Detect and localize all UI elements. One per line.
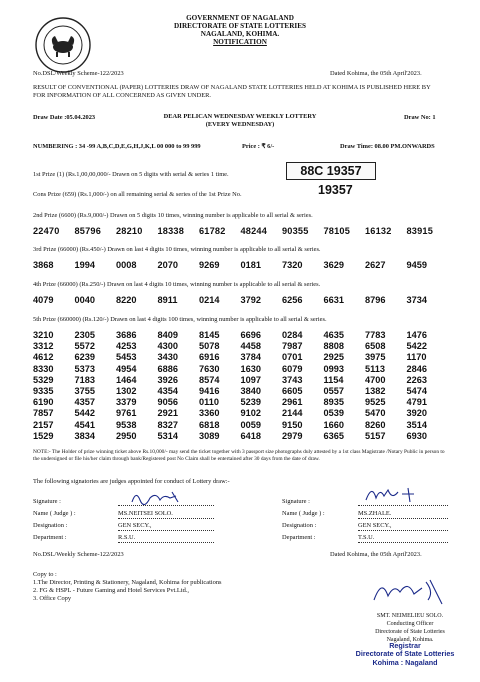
fifth-prize-number: 1154 xyxy=(323,374,344,385)
fifth-prize-number: 4954 xyxy=(116,363,137,374)
third-prize-number: 7320 xyxy=(282,260,303,270)
fifth-prize-number: 2979 xyxy=(282,430,303,441)
note-paragraph: NOTE:- The Holder of prize winning ticket above Rs.10,000/- may send the ticket together with 3 passport size photographs duly attested by a 1st class Magistrate /Notary Public in person to the undersigned or file his/her claim through bank/Registered post No Claim shall be entertained after 30 days from the date of draw. xyxy=(33,449,445,462)
fifth-prize-number: 4791 xyxy=(406,397,427,408)
right-judge-designation: GEN SECY., xyxy=(358,522,448,531)
fifth-prize-number: 3755 xyxy=(74,386,95,396)
consolation-prize-number: 19357 xyxy=(318,183,353,197)
fifth-prize-number: 1660 xyxy=(323,419,344,430)
third-prize-number: 3629 xyxy=(323,260,344,270)
fifth-prize-number: 9150 xyxy=(282,419,303,430)
fifth-prize-number: 6190 xyxy=(33,397,54,408)
fifth-prize-number: 9416 xyxy=(199,386,220,396)
stamp-department: Directorate of State Lotteries xyxy=(355,649,455,659)
fifth-prize-number: 3975 xyxy=(365,352,386,363)
fifth-prize-number: 8409 xyxy=(157,330,178,340)
fifth-prize-number: 4253 xyxy=(116,341,137,352)
left-judge-designation: GEN SECY., xyxy=(118,522,214,531)
officer-signature xyxy=(368,574,448,608)
fifth-prize-number: 1464 xyxy=(116,374,137,385)
fourth-prize-number: 0040 xyxy=(74,295,95,305)
fourth-prize-number: 8220 xyxy=(116,295,137,305)
third-prize-number: 1994 xyxy=(74,260,95,270)
fifth-prize-number: 5442 xyxy=(74,408,95,419)
footer-reference-number: No.DSL/Weekly Scheme-122/2023 xyxy=(33,551,124,558)
fifth-prize-number: 0557 xyxy=(323,386,344,396)
fifth-prize-number: 9335 xyxy=(33,386,54,396)
left-signature-label: Signature : xyxy=(33,498,61,505)
fifth-prize-number: 4635 xyxy=(323,330,344,340)
fifth-prize-number: 6508 xyxy=(365,341,386,352)
fifth-prize-number: 6605 xyxy=(282,386,303,396)
intro-paragraph: RESULT OF CONVENTIONAL (PAPER) LOTTERIES DRAW OF NAGALAND STATE LOTTERIES HELD AT KOHIMA IS PUBLISHED HERE BY FOR INFORMATION OF ALL CONCERNED AS GIVEN UNDER. xyxy=(33,84,431,99)
fifth-prize-number: 6930 xyxy=(406,430,427,441)
fifth-prize-number: 5572 xyxy=(74,341,95,352)
consolation-prize-text: Cons Prize (659) (Rs.1,000/-) on all remaining serial & series of the 1st Prize No. xyxy=(33,191,242,198)
header-city: NAGALAND, KOHIMA. xyxy=(200,30,280,38)
second-prize-text: 2nd Prize (6600) (Rs.9,000/-) Drawn on 5 digits 10 times, winning number is applicable to all serial & series. xyxy=(33,212,313,219)
fifth-prize-number: 5470 xyxy=(365,408,386,419)
fourth-prize-number: 8796 xyxy=(365,295,386,305)
second-prize-number: 28210 xyxy=(116,226,143,236)
right-judge-department: T.S.U. xyxy=(358,534,448,543)
fifth-prize-number: 4300 xyxy=(157,341,178,352)
fifth-prize-number: 7987 xyxy=(282,341,303,352)
officer-department: Directorate of State Lotteries xyxy=(375,629,445,635)
fifth-prize-number: 5453 xyxy=(116,352,137,363)
fifth-prize-number: 0539 xyxy=(323,408,344,419)
fifth-prize-number: 1476 xyxy=(406,330,427,340)
registrar-stamp xyxy=(330,642,480,667)
second-prize-number: 16132 xyxy=(365,226,392,236)
right-designation-label: Designation : xyxy=(282,522,317,529)
second-prize-number: 90355 xyxy=(282,226,309,236)
fifth-prize-number: 6365 xyxy=(323,430,344,441)
fifth-prize-number: 0059 xyxy=(240,419,261,430)
fifth-prize-number: 1382 xyxy=(365,386,386,396)
third-prize-number: 9459 xyxy=(406,260,427,270)
copy-item: 2. FG & HSPL - Future Gaming and Hotel Services Pvt.Ltd., xyxy=(33,587,189,594)
fourth-prize-number: 6256 xyxy=(282,295,303,305)
left-department-label: Department : xyxy=(33,534,67,541)
fifth-prize-number: 4354 xyxy=(157,386,178,396)
numbering: NUMBERING : 34 -99 A,B,C,D,E,G,H,J,K,L 00 000 to 99 999 xyxy=(33,143,201,150)
fourth-prize-number: 6631 xyxy=(323,295,344,305)
fourth-prize-number: 3792 xyxy=(240,295,261,305)
fifth-prize-number: 9102 xyxy=(240,408,261,419)
header-notification: NOTIFICATION xyxy=(213,38,267,46)
fifth-prize-number: 1302 xyxy=(116,386,137,396)
fifth-prize-number: 2950 xyxy=(116,430,137,441)
fifth-prize-number: 3312 xyxy=(33,341,54,352)
fifth-prize-number: 0701 xyxy=(282,352,303,363)
stamp-title: Registrar xyxy=(389,641,421,650)
copy-item: 3. Office Copy xyxy=(33,595,72,602)
right-signature-label: Signature : xyxy=(282,498,310,505)
fourth-prize-number: 0214 xyxy=(199,295,220,305)
fifth-prize-number: 3514 xyxy=(406,419,427,430)
left-judge-department: R.S.U. xyxy=(118,534,214,543)
left-judge-signature xyxy=(128,488,188,508)
header-directorate: DIRECTORATE OF STATE LOTTERIES xyxy=(173,22,306,30)
fifth-prize-number: 3834 xyxy=(74,430,95,441)
second-prize-number: 83915 xyxy=(406,226,434,236)
third-prize-number: 3868 xyxy=(33,260,54,270)
fifth-prize-number: 9761 xyxy=(116,408,137,419)
fifth-prize-number: 2921 xyxy=(157,408,178,419)
fifth-prize-number: 3686 xyxy=(116,330,137,340)
date-line: Dated Kohima, the 05th April'2023. xyxy=(330,70,422,77)
fifth-prize-number: 4612 xyxy=(33,352,54,363)
fifth-prize-number: 8574 xyxy=(199,374,220,385)
fourth-prize-number: 8911 xyxy=(157,295,178,305)
fifth-prize-number: 3360 xyxy=(199,408,220,419)
fifth-prize-number: 7183 xyxy=(74,374,95,385)
fifth-prize-number: 8935 xyxy=(323,397,344,408)
fifth-prize-number: 0110 xyxy=(199,397,219,408)
officer-role: Conducting Officer xyxy=(386,621,434,627)
officer-name: SMT. NEIMELIEU SOLO. xyxy=(376,613,444,619)
second-prize-number: 78105 xyxy=(323,226,351,236)
third-prize-number: 0181 xyxy=(240,260,261,270)
draw-time: Draw Time: 08.00 PM.ONWARDS xyxy=(340,143,435,150)
fifth-prize-number: 7783 xyxy=(365,330,386,340)
left-judge-name: MS.NEITSEI SOLO. xyxy=(118,510,214,519)
fifth-prize-number: 5113 xyxy=(365,363,385,374)
fifth-prize-number: 8145 xyxy=(199,330,220,340)
third-prize-number: 2627 xyxy=(365,260,386,270)
fifth-prize-number: 5474 xyxy=(406,386,427,396)
fifth-prize-number: 3920 xyxy=(406,408,427,419)
fifth-prize-number: 3926 xyxy=(157,374,178,385)
fifth-prize-number: 4700 xyxy=(365,374,386,385)
fifth-prize-number: 3743 xyxy=(282,374,303,385)
lottery-day: (EVERY WEDNESDAY) xyxy=(205,121,275,128)
fifth-prize-number: 3379 xyxy=(116,397,137,408)
fifth-prize-number: 6818 xyxy=(199,419,220,430)
fifth-prize-number: 2157 xyxy=(33,419,54,430)
fifth-prize-number: 3784 xyxy=(240,352,261,363)
third-prize-number: 9269 xyxy=(199,260,220,270)
first-prize-text: 1st Prize (1) (Rs.1,00,00,000/- Drawn on 5 digits with serial & series 1 time. xyxy=(33,171,229,178)
fifth-prize-number: 7630 xyxy=(199,363,220,374)
fifth-prize-number: 3089 xyxy=(199,430,220,441)
third-prize-text: 3rd Prize (66000) (Rs.450/-) Drawn on last 4 digits 10 times, winning number is applicable to all serial & series. xyxy=(33,246,321,253)
second-prize-number: 85796 xyxy=(74,226,102,236)
fifth-prize-number: 5078 xyxy=(199,341,220,352)
fifth-prize-number: 5422 xyxy=(406,341,427,352)
fifth-prize-number: 3430 xyxy=(157,352,178,363)
ticket-price: Price : ₹ 6/- xyxy=(242,143,275,150)
fifth-prize-number: 5239 xyxy=(240,397,261,408)
fifth-prize-number: 2144 xyxy=(282,408,303,419)
fifth-prize-number: 8260 xyxy=(365,419,386,430)
copy-to-label: Copy to : xyxy=(33,571,57,578)
fifth-prize-number: 9056 xyxy=(157,397,178,408)
fifth-prize-number: 3840 xyxy=(240,386,261,396)
judges-intro: The following signatories are judges appointed for conduct of Lottery draw:- xyxy=(33,478,230,485)
footer-date-line: Dated Kohima, the 05th April'2023. xyxy=(330,551,422,558)
draw-date: Draw Date :05.04.2023 xyxy=(33,114,96,121)
fifth-prize-number: 1529 xyxy=(33,430,54,441)
fifth-prize-number: 5329 xyxy=(33,374,54,385)
officer-place: Nagaland, Kohima. xyxy=(386,637,434,643)
first-prize-number: 88C 19357 xyxy=(286,162,376,180)
right-name-label: Name ( Judge ) : xyxy=(282,510,325,517)
right-department-label: Department : xyxy=(282,534,316,541)
left-name-label: Name ( Judge ) : xyxy=(33,510,76,517)
fifth-prize-number: 1097 xyxy=(240,374,261,385)
right-judge-name: MS.ZHALE. xyxy=(358,510,448,519)
fourth-prize-number: 3734 xyxy=(406,295,427,305)
stamp-place: Kohima : Nagaland xyxy=(372,657,438,667)
copy-item: 1.The Director, Printing & Stationery, Nagaland, Kohima for publications xyxy=(33,579,222,586)
fifth-prize-number: 4458 xyxy=(240,341,261,352)
header-govt: GOVERNMENT OF NAGALAND xyxy=(186,14,294,22)
fifth-prize-number: 1170 xyxy=(406,352,427,363)
fifth-prize-number: 3210 xyxy=(33,330,54,340)
fifth-prize-number: 0993 xyxy=(323,363,344,374)
fifth-prize-number: 5314 xyxy=(157,430,178,441)
fourth-prize-text: 4th Prize (66000) (Rs.250/-) Drawn on last 4 digits 10 times, winning number is applicable to all serial & series. xyxy=(33,281,321,288)
fifth-prize-number: 0284 xyxy=(282,330,303,340)
right-judge-signature xyxy=(362,484,422,506)
fifth-prize-number: 2263 xyxy=(406,374,427,385)
lottery-name: DEAR PELICAN WEDNESDAY WEEKLY LOTTERY xyxy=(163,113,317,120)
second-prize-number: 18338 xyxy=(157,226,185,236)
second-prize-number: 22470 xyxy=(33,226,60,236)
reference-number: No.DSL/Weekly Scheme-122/2023 xyxy=(33,70,124,77)
fifth-prize-number: 2305 xyxy=(74,330,95,340)
fifth-prize-number: 6239 xyxy=(74,352,95,363)
fifth-prize-number: 5373 xyxy=(74,363,95,374)
fifth-prize-number: 9525 xyxy=(365,397,386,408)
fifth-prize-number: 8327 xyxy=(157,419,178,430)
fifth-prize-number: 6418 xyxy=(240,430,261,441)
second-prize-number: 48244 xyxy=(240,226,268,236)
fifth-prize-number: 8808 xyxy=(323,341,344,352)
fifth-prize-number: 2925 xyxy=(323,352,344,363)
fifth-prize-number: 2846 xyxy=(406,363,427,374)
fifth-prize-number: 2961 xyxy=(282,397,303,408)
fifth-prize-number: 1630 xyxy=(240,363,261,374)
fifth-prize-number: 8330 xyxy=(33,363,54,374)
fifth-prize-number: 6696 xyxy=(240,330,261,340)
fifth-prize-number: 6886 xyxy=(157,363,178,374)
draw-number: Draw No: 1 xyxy=(404,114,436,121)
third-prize-number: 2070 xyxy=(157,260,178,270)
fifth-prize-number: 6916 xyxy=(199,352,220,363)
fifth-prize-number: 4357 xyxy=(74,397,95,408)
fourth-prize-number: 4079 xyxy=(33,295,54,305)
fifth-prize-number: 5157 xyxy=(365,430,386,441)
fifth-prize-number: 4541 xyxy=(74,419,95,430)
fifth-prize-text: 5th Prize (660000) (Rs.120/-) Drawn on last 4 digits 100 times, winning number is applicable to all serial & series. xyxy=(33,316,327,323)
fifth-prize-number: 9538 xyxy=(116,419,137,430)
second-prize-number: 61782 xyxy=(199,226,226,236)
fifth-prize-number: 7857 xyxy=(33,408,54,419)
fifth-prize-number: 6079 xyxy=(282,363,303,374)
third-prize-number: 0008 xyxy=(116,260,137,270)
left-designation-label: Designation : xyxy=(33,522,68,529)
